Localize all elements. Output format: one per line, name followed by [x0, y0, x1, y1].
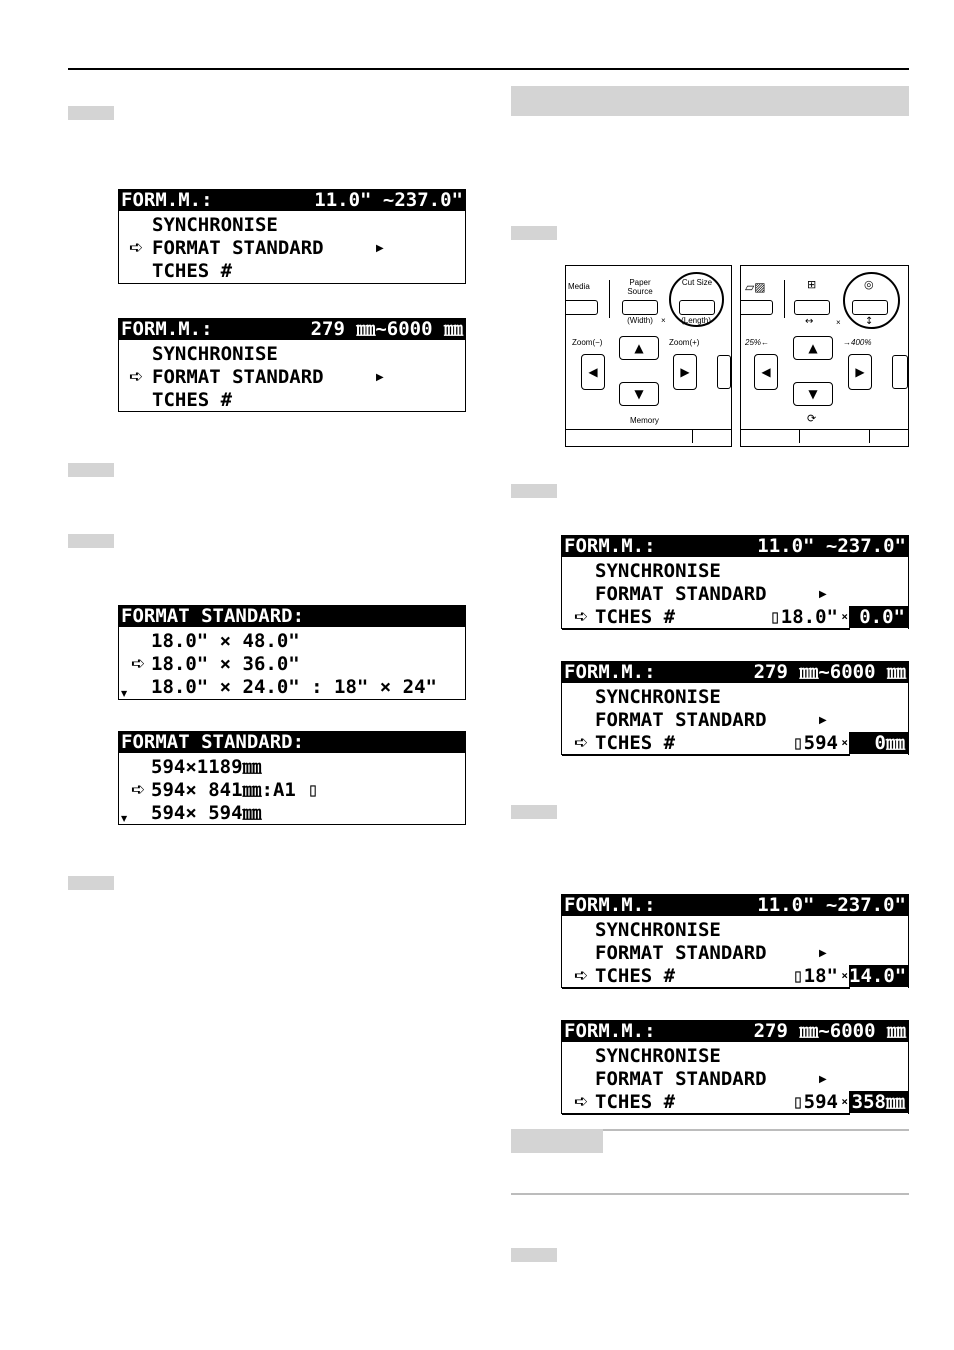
step-marker [511, 484, 557, 498]
menu-item-synchronise[interactable]: SYNCHRONISE [595, 1045, 721, 1067]
cursor-arrow-icon: ➪ [129, 238, 144, 258]
size-option[interactable]: 594×1189㎜ [151, 756, 262, 778]
lcd-header [119, 732, 465, 753]
lcd-range: 279 ㎜~6000 ㎜ [753, 1021, 906, 1042]
memory-label: Memory [630, 416, 659, 425]
menu-item-format-standard[interactable]: FORMAT STANDARD [152, 366, 324, 388]
length-input[interactable]: 0.0" [849, 606, 908, 628]
right-arrow-button[interactable]: ▶ [848, 354, 872, 390]
lcd-title: FORM.M.: [564, 895, 656, 916]
lcd-header [562, 536, 908, 557]
cursor-arrow-icon: ➪ [574, 1092, 589, 1112]
note-rule [603, 1129, 909, 1131]
menu-item-synchronise[interactable]: SYNCHRONISE [152, 214, 278, 236]
lcd-range: 279 ㎜~6000 ㎜ [310, 319, 463, 340]
copy-mode-icon: ▱▨ [745, 280, 766, 294]
zoom-25-label: 25%← [745, 338, 770, 347]
width-label: (Width) [627, 316, 653, 325]
zoom-minus-label: Zoom(−) [572, 338, 603, 347]
times-sign: × [841, 969, 848, 982]
media-button[interactable] [565, 300, 598, 315]
size-option[interactable]: 18.0" × 24.0" : 18" × 24" [151, 676, 437, 698]
up-arrow-button[interactable]: ▲ [793, 336, 833, 360]
cursor-arrow-icon: ➪ [131, 780, 146, 800]
step-marker [68, 876, 114, 890]
submenu-triangle-icon: ▶ [819, 715, 827, 726]
submenu-triangle-icon: ▶ [819, 1074, 827, 1085]
lcd-tches-inch-entered [561, 894, 909, 988]
menu-item-format-standard[interactable]: FORMAT STANDARD [595, 1068, 767, 1090]
paper-source-label: Paper Source [627, 278, 653, 296]
width-value: ▯594 [792, 1091, 838, 1113]
lcd-header [562, 895, 908, 916]
times-sign: × [841, 610, 848, 623]
menu-item-format-standard[interactable]: FORMAT STANDARD [152, 237, 324, 259]
length-arrows-icon: ↕ [865, 316, 874, 327]
menu-item-synchronise[interactable]: SYNCHRONISE [595, 560, 721, 582]
scroll-down-icon: ▼ [121, 689, 128, 698]
size-option[interactable]: 594× 594㎜ [151, 802, 262, 824]
lcd-title: FORM.M.: [564, 1021, 656, 1042]
step-marker [68, 534, 114, 548]
panel-divider [784, 280, 785, 318]
lcd-range: 279 ㎜~6000 ㎜ [753, 662, 906, 683]
left-arrow-button[interactable]: ◀ [754, 354, 778, 390]
times-label: × [836, 318, 841, 327]
right-arrow-button[interactable]: ▶ [673, 354, 697, 390]
lcd-title: FORM.M.: [564, 536, 656, 557]
lcd-title: FORM.M.: [121, 190, 213, 211]
partial-button[interactable] [717, 355, 731, 389]
menu-item-tches[interactable]: TCHES # [152, 389, 233, 411]
paper-source-button[interactable] [622, 300, 658, 315]
width-value: ▯18.0" [769, 606, 838, 628]
menu-item-synchronise[interactable]: SYNCHRONISE [595, 919, 721, 941]
mode-button[interactable] [740, 300, 773, 315]
panel-edge [869, 429, 870, 443]
menu-item-synchronise[interactable]: SYNCHRONISE [595, 686, 721, 708]
cursor-arrow-icon: ➪ [574, 733, 589, 753]
partial-button[interactable] [892, 355, 908, 389]
lcd-title: FORM.M.: [564, 662, 656, 683]
submenu-triangle-icon: ▶ [819, 948, 827, 959]
panel-edge [799, 429, 800, 443]
control-panel-right [740, 265, 909, 447]
left-arrow-button[interactable]: ◀ [581, 354, 605, 390]
times-sign: × [841, 1095, 848, 1108]
panel-divider [609, 280, 610, 318]
lcd-header [562, 662, 908, 683]
scroll-down-icon: ▼ [121, 814, 128, 823]
width-arrows-icon: ↔ [805, 316, 814, 327]
lcd-bottom-edge [562, 1113, 850, 1115]
lcd-form-menu-inch [118, 189, 466, 284]
panel-edge [692, 429, 693, 443]
lcd-title: FORM.M.: [121, 319, 213, 340]
down-arrow-button[interactable]: ▼ [793, 382, 833, 406]
step-marker [511, 1248, 557, 1262]
menu-item-format-standard[interactable]: FORMAT STANDARD [595, 583, 767, 605]
memory-icon: ⟳ [807, 412, 817, 425]
lcd-range: 11.0" ~237.0" [757, 895, 906, 916]
menu-item-synchronise[interactable]: SYNCHRONISE [152, 343, 278, 365]
menu-item-format-standard[interactable]: FORMAT STANDARD [595, 942, 767, 964]
step-marker [511, 226, 557, 240]
step-marker [68, 106, 114, 120]
lcd-form-menu-mm [118, 318, 466, 412]
menu-item-format-standard[interactable]: FORMAT STANDARD [595, 709, 767, 731]
lcd-format-standard-inch [118, 605, 466, 700]
panel-edge [741, 429, 909, 430]
lcd-header [119, 606, 465, 627]
cursor-arrow-icon: ➪ [574, 607, 589, 627]
paper-feed-icon: ⊞ [807, 278, 817, 291]
times-label: × [661, 316, 666, 325]
step-marker [511, 805, 557, 819]
note-label-bar [511, 1129, 603, 1153]
lcd-tches-inch [561, 535, 909, 629]
cut-size-button[interactable] [852, 300, 888, 315]
menu-item-tches[interactable]: TCHES # [152, 260, 233, 282]
length-input[interactable]: 358㎜ [849, 1091, 908, 1113]
lcd-tches-mm-entered [561, 1020, 909, 1114]
lcd-bottom-edge [562, 628, 850, 630]
lcd-title: FORMAT STANDARD: [121, 732, 305, 753]
cursor-arrow-icon: ➪ [574, 966, 589, 986]
control-panel-left [565, 265, 732, 447]
cursor-arrow-icon: ➪ [129, 367, 144, 387]
step-marker [68, 463, 114, 477]
submenu-triangle-icon: ▶ [819, 589, 827, 600]
submenu-triangle-icon: ▶ [376, 243, 384, 254]
note-rule [511, 1193, 909, 1195]
zoom-400-label: →400% [843, 338, 872, 347]
up-arrow-button[interactable]: ▲ [619, 336, 659, 360]
cut-size-label: Cut Size [681, 278, 713, 287]
size-option[interactable]: 18.0" × 48.0" [151, 630, 300, 652]
length-input[interactable]: 14.0" [849, 965, 907, 987]
times-sign: × [841, 736, 848, 749]
lcd-header [119, 319, 465, 340]
paper-source-button[interactable] [794, 300, 830, 315]
section-heading-bar [511, 86, 909, 116]
down-arrow-button[interactable]: ▼ [619, 382, 659, 406]
media-label: Media [568, 282, 590, 291]
size-option-selected[interactable]: 594× 841㎜:A1 ▯ [151, 779, 319, 801]
lcd-range: 11.0" ~237.0" [314, 190, 463, 211]
cursor-arrow-icon: ➪ [131, 654, 146, 674]
zoom-plus-label: Zoom(+) [669, 338, 700, 347]
lcd-title: FORMAT STANDARD: [121, 606, 305, 627]
width-value: ▯594 [792, 732, 838, 754]
width-value: ▯18" [792, 965, 838, 987]
menu-item-tches[interactable]: TCHES # [595, 732, 676, 754]
lcd-header [119, 190, 465, 211]
lcd-tches-mm [561, 661, 909, 755]
cut-size-icon: ◎ [864, 278, 874, 291]
header-rule [68, 68, 909, 70]
lcd-header [562, 1021, 908, 1042]
length-input[interactable]: 0㎜ [849, 732, 908, 754]
lcd-range: 11.0" ~237.0" [757, 536, 906, 557]
submenu-triangle-icon: ▶ [376, 372, 384, 383]
length-label: (Length) [681, 316, 711, 325]
lcd-bottom-edge [562, 987, 850, 989]
menu-item-tches[interactable]: TCHES # [595, 965, 676, 987]
size-option-selected[interactable]: 18.0" × 36.0" [151, 653, 300, 675]
lcd-bottom-edge [562, 754, 850, 756]
cut-size-button[interactable] [679, 300, 715, 315]
menu-item-tches[interactable]: TCHES # [595, 1091, 676, 1113]
lcd-format-standard-mm [118, 731, 466, 825]
menu-item-tches[interactable]: TCHES # [595, 606, 676, 628]
panel-edge [566, 429, 732, 430]
